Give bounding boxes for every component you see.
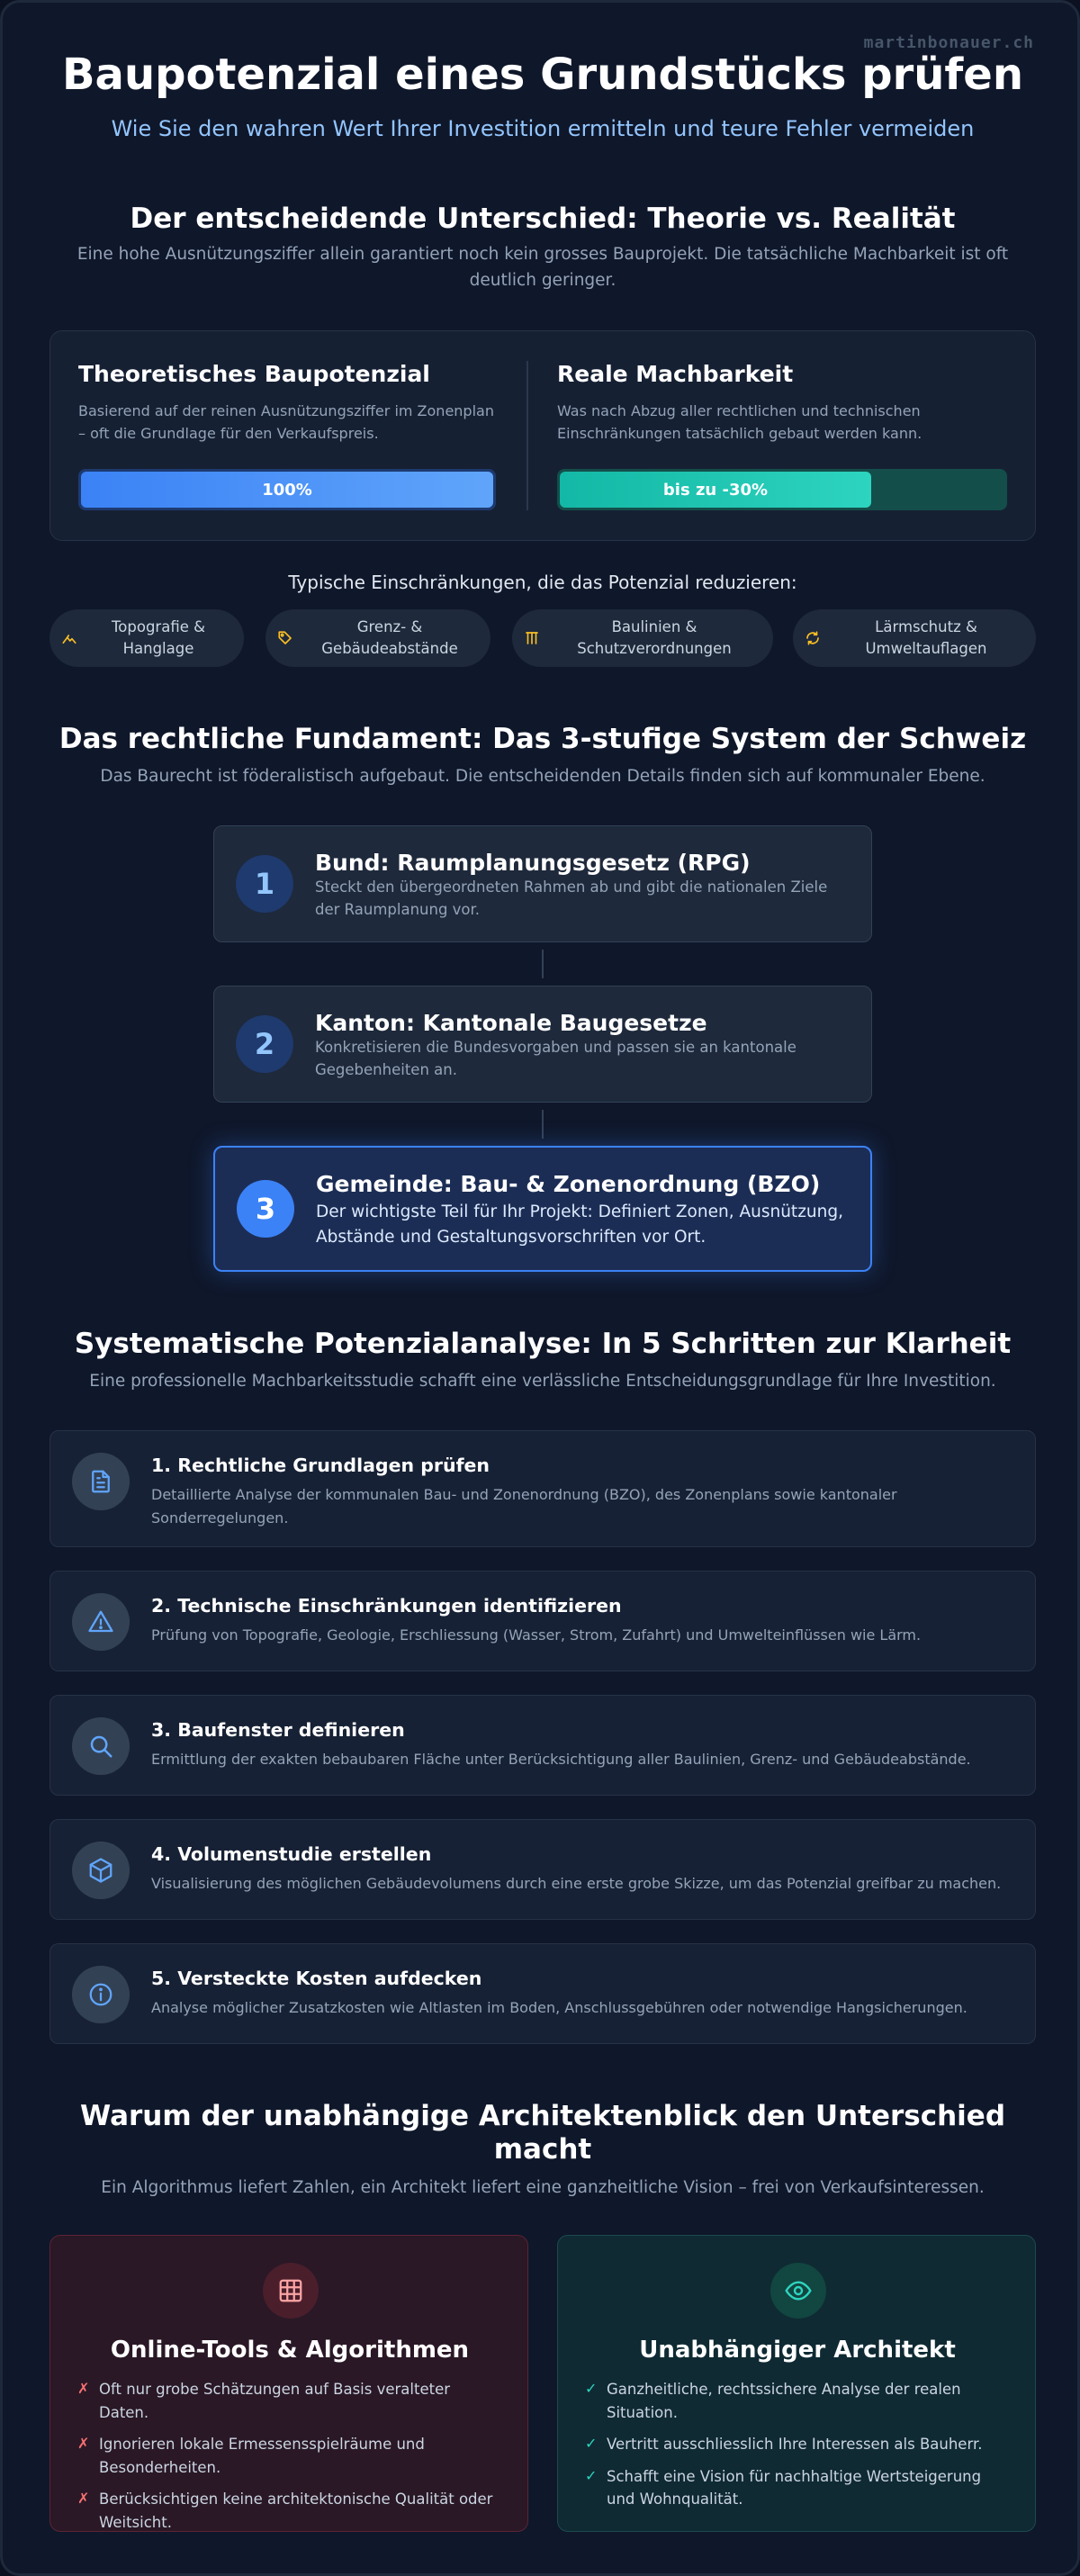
theory-desc: Basierend auf der reinen Ausnützungsziffer im Zonenplan – oft die Grundlage für den Verkaufspreis. [78,402,494,442]
mountain-icon [50,630,89,646]
tier-title: Gemeinde: Bau- & Zonenordnung (BZO) [316,1171,821,1197]
restriction-chip-distances [266,609,490,667]
list-item: ✓ Vertritt ausschliesslich Ihre Interessen als Bauherr. [585,2433,1008,2456]
restriction-label: Topografie & Hanglage [112,618,205,657]
search-icon [72,1717,130,1775]
theory-bar-track [78,469,496,510]
section3-title: Systematische Potenzialanalyse: In 5 Schritten zur Klarheit [74,1328,1012,1360]
section3-lead: Eine professionelle Machbarkeitsstudie schafft eine verlässliche Entscheidungsgrundlage für Ihre Investition. [89,1372,996,1391]
check-icon: ✓ [585,2435,598,2453]
step-title: 5. Versteckte Kosten aufdecken [151,1968,482,1989]
grid-icon [263,2263,319,2319]
list-item: ✗ Berücksichtigen keine architektonische Qualität oder Weitsicht. [77,2488,500,2534]
tier-title: Bund: Raumplanungsgesetz (RPG) [315,850,751,876]
tier-federal [213,825,872,942]
step-title: 1. Rechtliche Grundlagen prüfen [151,1455,490,1476]
step-title: 4. Volumenstudie erstellen [151,1843,432,1865]
site-watermark: martinbonauer.ch [863,33,1034,52]
section4-title: Warum der unabhängige Architektenblick den Unterschied macht [79,2100,1006,2166]
section1-title: Der entscheidende Unterschied: Theorie vs. Realität [130,203,956,235]
section2-title: Das rechtliche Fundament: Das 3-stufige System der Schweiz [58,723,1027,755]
step-building-window [50,1695,1036,1796]
eye-icon [770,2263,826,2319]
tier-number: 3 [237,1180,294,1238]
section2-lead: Das Baurecht ist föderalistisch aufgebaut. Die entscheidenden Details finden sich auf kommunaler Ebene. [100,767,986,786]
document-icon [72,1453,130,1510]
architect-title: Unabhängiger Architekt [639,2337,956,2364]
tier-cantonal [213,986,872,1103]
info-icon [72,1966,130,2023]
architect-card [557,2235,1036,2532]
restriction-chip-topography [50,609,244,667]
step-technical [50,1571,1036,1671]
tier-desc: Der wichtigste Teil für Ihr Projekt: Definiert Zonen, Ausnützung, Abstände und Gestaltungsvorschriften vor Ort. [316,1202,843,1247]
restriction-chip-noise [793,609,1036,667]
restriction-label: Baulinien & Schutzverordnungen [577,618,732,657]
cross-icon: ✗ [77,2490,90,2508]
cube-icon [72,1842,130,1899]
check-icon: ✓ [585,2466,598,2484]
building-line-icon [512,630,552,646]
column-divider [526,361,528,510]
reality-title: Reale Machbarkeit [557,361,794,387]
section4-lead: Ein Algorithmus liefert Zahlen, ein Architekt liefert eine ganzheitliche Vision – frei von Verkaufsinteressen. [101,2178,985,2197]
step-title: 2. Technische Einschränkungen identifizieren [151,1595,622,1617]
reality-desc: Was nach Abzug aller rechtlichen und technischen Einschränkungen tatsächlich gebaut werden kann. [557,402,922,442]
list-item: ✓ Ganzheitliche, rechtssichere Analyse der realen Situation. [585,2378,1008,2424]
step-desc: Analyse möglicher Zusatzkosten wie Altlasten im Boden, Anschlussgebühren oder notwendige Hangsicherungen. [151,1999,968,2016]
reality-bar-track [557,469,1007,510]
reality-bar-fill [560,472,871,508]
tier-desc: Konkretisieren die Bundesvorgaben und passen sie an kantonale Gegebenheiten an. [315,1039,796,1078]
theory-title: Theoretisches Baupotenzial [78,361,430,387]
section1-lead: Eine hohe Ausnützungsziffer allein garantiert noch kein grosses Bauprojekt. Die tatsächliche Machbarkeit ist oft deutlich geringer. [76,245,1009,290]
step-volume-study [50,1819,1036,1920]
architect-list [585,2378,1008,2520]
cross-icon: ✗ [77,2380,90,2397]
theory-bar-label: 100% [262,480,312,500]
cross-icon: ✗ [77,2435,90,2453]
step-desc: Detaillierte Analyse der kommunalen Bau- und Zonenordnung (BZO), des Zonenplans sowie kantonaler Sonderregelungen. [151,1486,897,1527]
tier-connector [542,950,544,978]
online-tools-list [77,2378,500,2543]
warning-icon [72,1593,130,1651]
restrictions-title: Typische Einschränkungen, die das Potenzial reduzieren: [288,572,797,593]
reality-bar-label: bis zu -30% [662,480,769,500]
online-tools-card [50,2235,528,2532]
tier-number: 1 [236,855,293,913]
restriction-chip-building-lines [512,609,773,667]
list-item: ✗ Oft nur grobe Schätzungen auf Basis veralteter Daten. [77,2378,500,2424]
tier-municipal [213,1146,872,1272]
restriction-label: Grenz- & Gebäudeabstände [321,618,458,657]
step-desc: Prüfung von Topografie, Geologie, Erschliessung (Wasser, Strom, Zufahrt) und Umwelteinflüssen wie Lärm. [151,1626,922,1644]
page-title: Baupotenzial eines Grundstücks prüfen [61,50,1024,100]
list-item: ✓ Schafft eine Vision für nachhaltige Wertsteigerung und Wohnqualität. [585,2465,1008,2511]
step-legal [50,1430,1036,1547]
noise-icon [793,630,832,646]
tier-desc: Steckt den übergeordneten Rahmen ab und gibt die nationalen Ziele der Raumplanung vor. [315,878,828,918]
list-item: ✗ Ignorieren lokale Ermessensspielräume und Besonderheiten. [77,2433,500,2479]
step-desc: Ermittlung der exakten bebaubaren Fläche unter Berücksichtigung aller Baulinien, Grenz- und Gebäudeabstände. [151,1751,971,1768]
check-icon: ✓ [585,2380,598,2397]
online-tools-title: Online-Tools & Algorithmen [110,2337,470,2364]
step-desc: Visualisierung des möglichen Gebäudevolumens durch eine erste grobe Skizze, um das Potenzial greifbar zu machen. [151,1875,1002,1892]
theory-bar-fill [81,472,493,508]
tier-connector [542,1110,544,1139]
restriction-label: Lärmschutz & Umweltauflagen [865,618,987,657]
tag-icon [266,630,305,646]
step-title: 3. Baufenster definieren [151,1719,405,1741]
page-subtitle: Wie Sie den wahren Wert Ihrer Investition ermitteln und teure Fehler vermeiden [111,116,975,141]
tier-title: Kanton: Kantonale Baugesetze [315,1010,707,1036]
tier-number: 2 [236,1015,293,1073]
step-hidden-costs [50,1943,1036,2044]
